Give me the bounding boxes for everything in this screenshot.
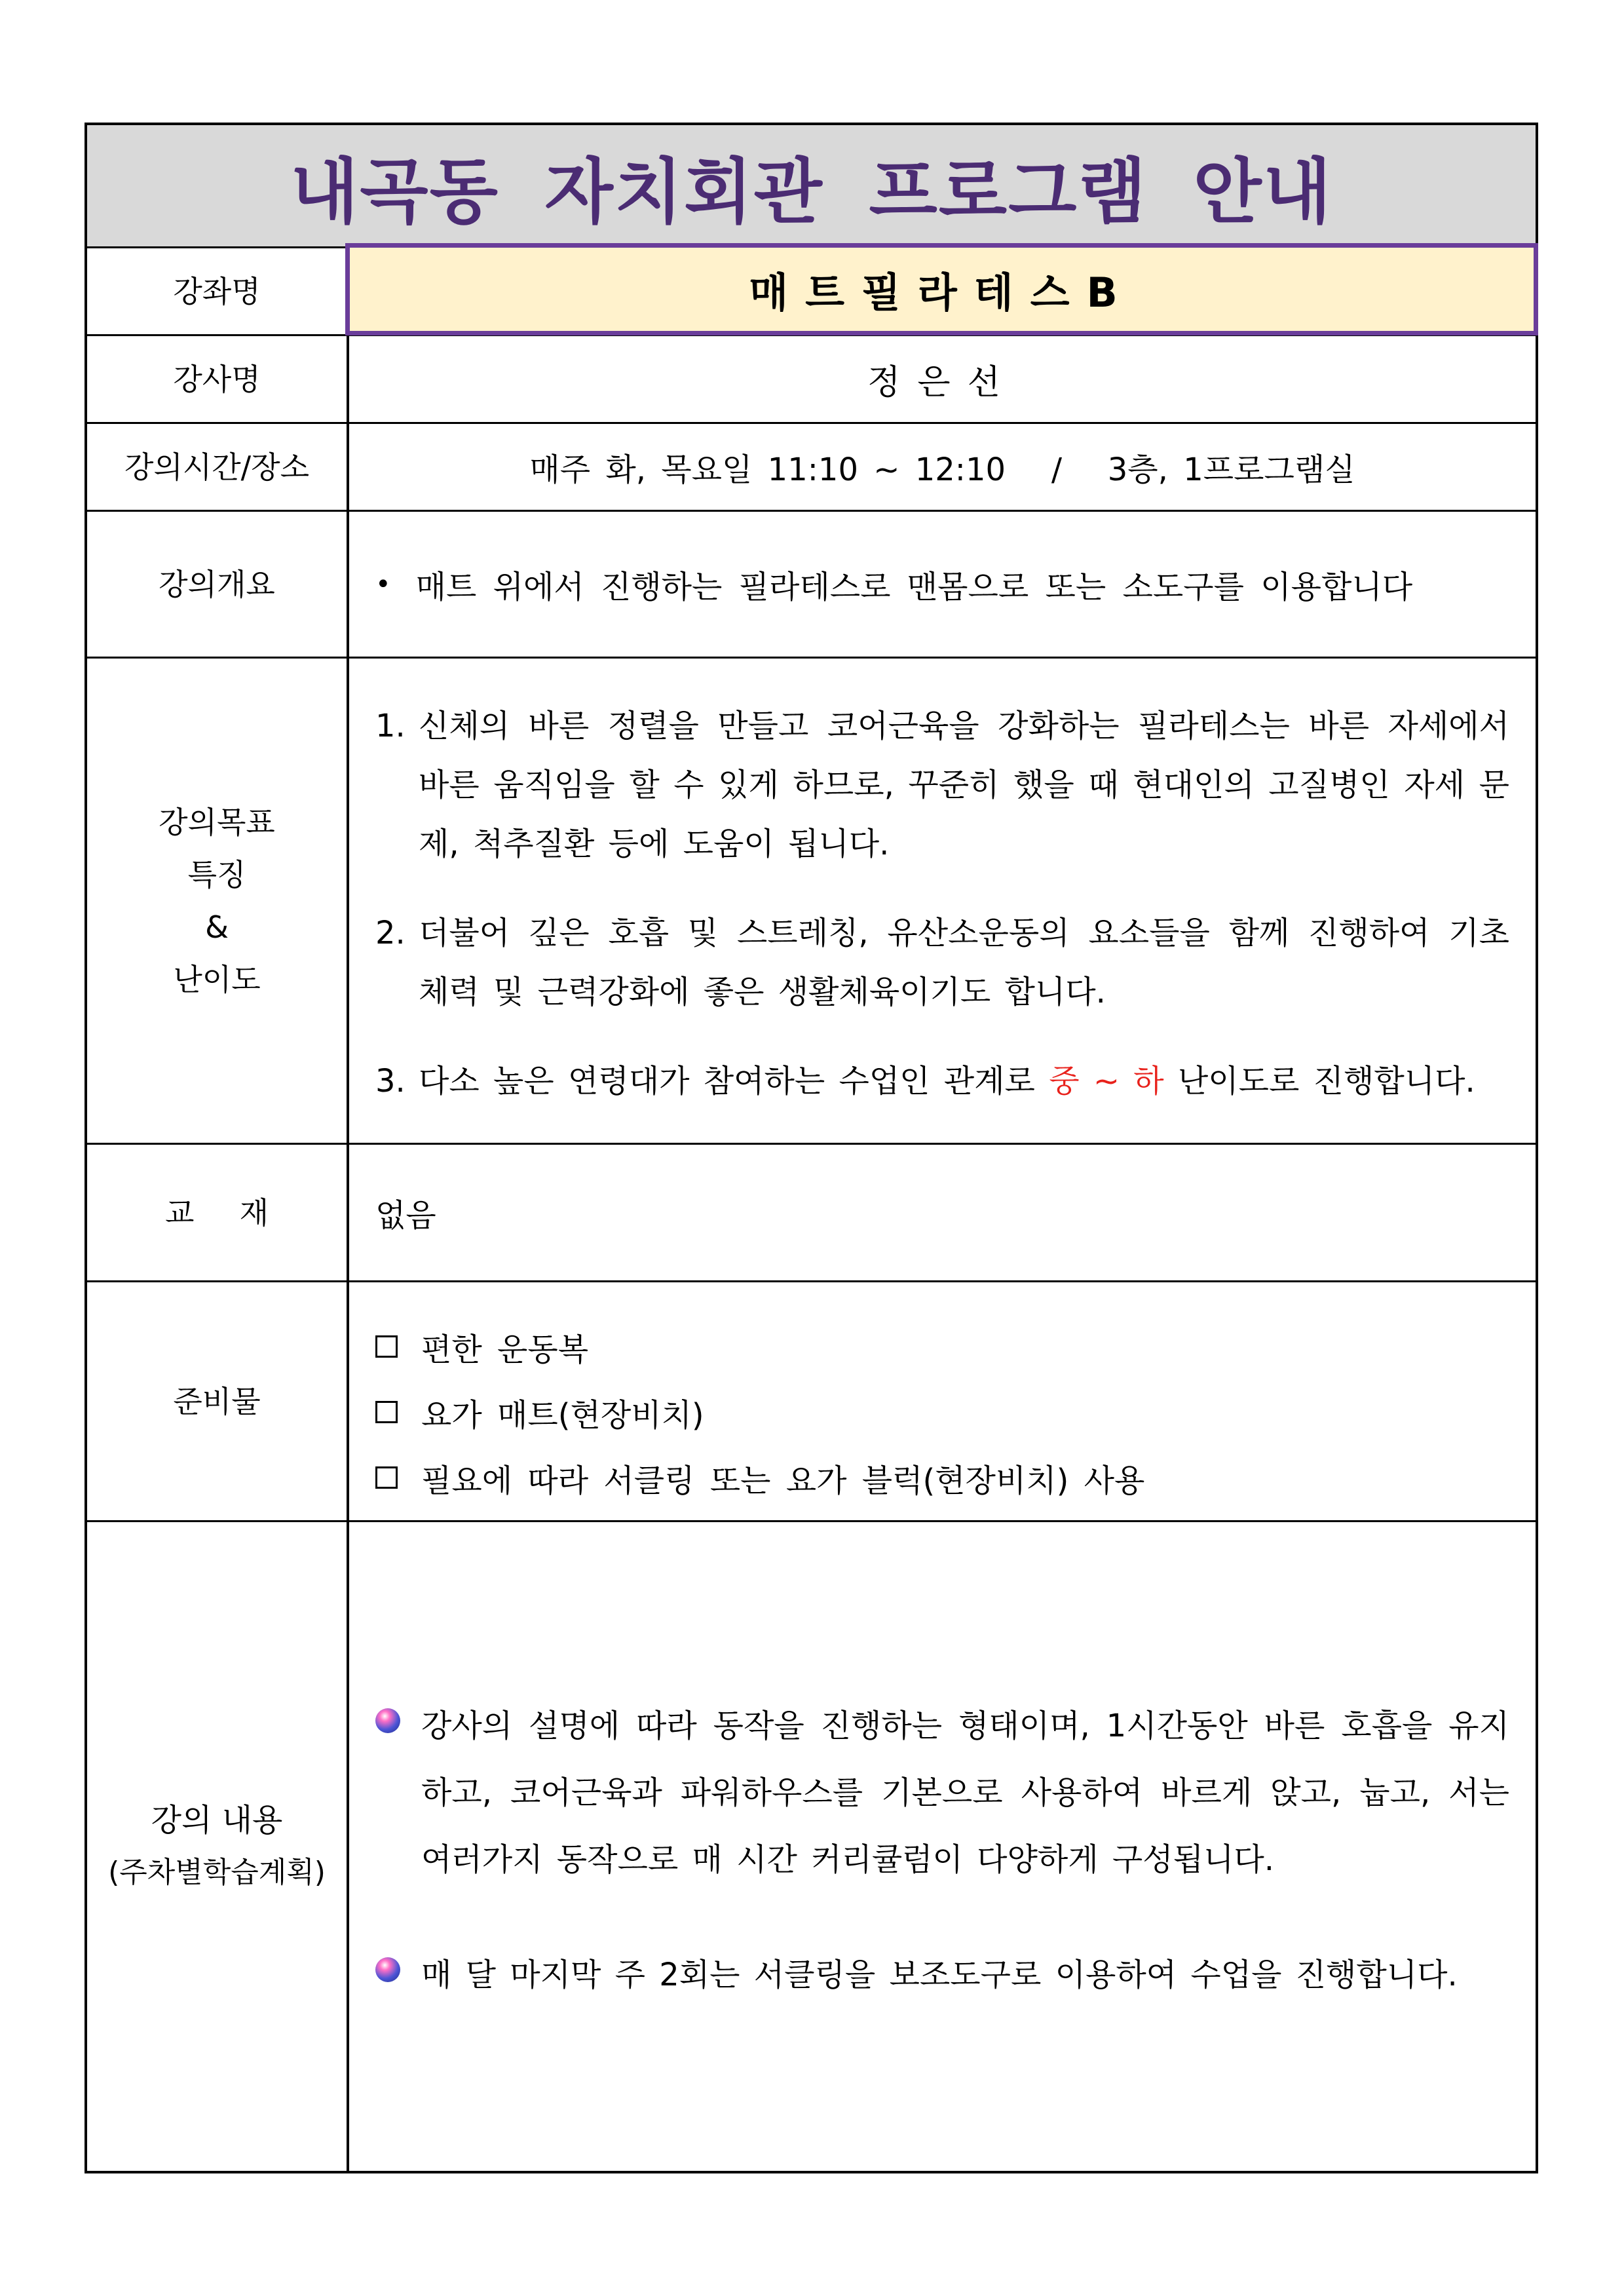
- textbook-label: 교 재: [87, 1145, 349, 1280]
- supplies-label: 준비물: [87, 1282, 349, 1520]
- supplies-cell: [349, 1282, 1536, 1520]
- overview-label: 강의개요: [87, 512, 349, 657]
- goal-item: [375, 1052, 1509, 1111]
- supplies-list: [375, 1314, 1144, 1510]
- row-textbook: [87, 1145, 1536, 1282]
- goal-text: 더불어 깊은 호흡 및 스트레칭, 유산소운동의 요소들을 함께 진행하여 기초 체력 및 근력강화에 좋은 생활체육이기도 합니다.: [419, 915, 1509, 1010]
- orb-bullet-icon: [375, 1708, 400, 1733]
- goal-item: [375, 904, 1509, 1022]
- title-bar: [87, 125, 1536, 248]
- row-course: [87, 248, 1536, 336]
- goal-item: [375, 697, 1509, 873]
- overview-line: [375, 512, 1412, 657]
- schedule-label: 강의시간/장소: [87, 424, 349, 510]
- goals-label-line: 강의목표: [159, 804, 275, 840]
- content-label-line: (주차별학습계획): [108, 1856, 326, 1889]
- goal-text-after: 난이도로 진행합니다.: [1163, 1063, 1475, 1100]
- row-supplies: [87, 1282, 1536, 1522]
- difficulty-highlight: 중 ~ 하: [1049, 1063, 1164, 1100]
- goal-number: 3.: [375, 1063, 406, 1100]
- course-cell: [349, 248, 1536, 334]
- row-content: [87, 1522, 1536, 2171]
- row-instructor: [87, 336, 1536, 424]
- goal-number: 1.: [375, 708, 406, 744]
- goals-label-line: 난이도: [173, 961, 261, 997]
- goals-cell: [349, 659, 1536, 1143]
- course-label: 강좌명: [87, 248, 349, 334]
- schedule-cell: [349, 424, 1536, 510]
- goal-text: 신체의 바른 정렬을 만들고 코어근육을 강화하는 필라테스는 바른 자세에서 바른 움직임을 할 수 있게 하므로, 꾸준히 했을 때 현대인의 고질병인 자세 문제, 척추질환 등에 도움이 됩니다.: [419, 708, 1509, 862]
- supply-item: [375, 1379, 1144, 1445]
- checkbox-icon: [375, 1335, 398, 1358]
- goals-label-line: 특징: [187, 856, 246, 892]
- content-list: [375, 1693, 1509, 2057]
- supply-item: [375, 1445, 1144, 1510]
- checkbox-icon: [375, 1466, 398, 1489]
- row-goals: [87, 659, 1536, 1145]
- textbook-value: 없음: [375, 1197, 436, 1234]
- content-text: 매 달 마지막 주 2회는 서클링을 보조도구로 이용하여 수업을 진행합니다.: [421, 1957, 1458, 1993]
- instructor-name: 정은선: [867, 363, 1017, 402]
- goal-list: [375, 697, 1509, 1141]
- row-schedule: [87, 424, 1536, 512]
- overview-text: 매트 위에서 진행하는 필라테스로 맨몸으로 또는 소도구를 이용합니다: [415, 569, 1413, 605]
- program-sheet: [85, 123, 1538, 2173]
- goal-text-before: 다소 높은 연령대가 참여하는 수업인 관계로: [419, 1063, 1049, 1100]
- course-name: 매트필라테스B: [345, 243, 1538, 335]
- supply-text: 필요에 따라 서클링 또는 요가 블럭(현장비치) 사용: [421, 1462, 1145, 1499]
- overview-cell: [349, 512, 1536, 657]
- content-label-line: 강의 내용: [151, 1802, 283, 1839]
- page-title: 내곡동 자치회관 프로그램 안내: [290, 151, 1333, 233]
- content-item: [375, 1942, 1509, 2008]
- row-overview: [87, 512, 1536, 659]
- content-text: 강사의 설명에 따라 동작을 진행하는 형태이며, 1시간동안 바른 호흡을 유지하고, 코어근육과 파워하우스를 기본으로 사용하여 바르게 앉고, 눕고, 서는 여러가지 동작으로 매 시간 커리큘럼이 다양하게 구성됩니다.: [421, 1708, 1509, 1878]
- goal-text: [419, 1052, 1475, 1111]
- goal-number: 2.: [375, 915, 406, 951]
- supply-text: 요가 매트(현장비치): [421, 1396, 704, 1434]
- supply-item: [375, 1314, 1144, 1379]
- textbook-cell: [349, 1145, 1536, 1280]
- content-cell: [349, 1522, 1536, 2171]
- instructor-cell: [349, 336, 1536, 422]
- bullet-icon: •: [375, 569, 391, 600]
- checkbox-icon: [375, 1401, 398, 1423]
- goals-label: [87, 659, 349, 1143]
- content-item: [375, 1693, 1509, 1893]
- schedule-value: 매주 화, 목요일 11:10 ~ 12:10 / 3층, 1프로그램실: [529, 451, 1355, 488]
- supply-text: 편한 운동복: [421, 1331, 589, 1368]
- content-label: [87, 1522, 349, 2171]
- orb-bullet-icon: [375, 1957, 400, 1982]
- goals-label-line: &: [205, 909, 229, 945]
- instructor-label: 강사명: [87, 336, 349, 422]
